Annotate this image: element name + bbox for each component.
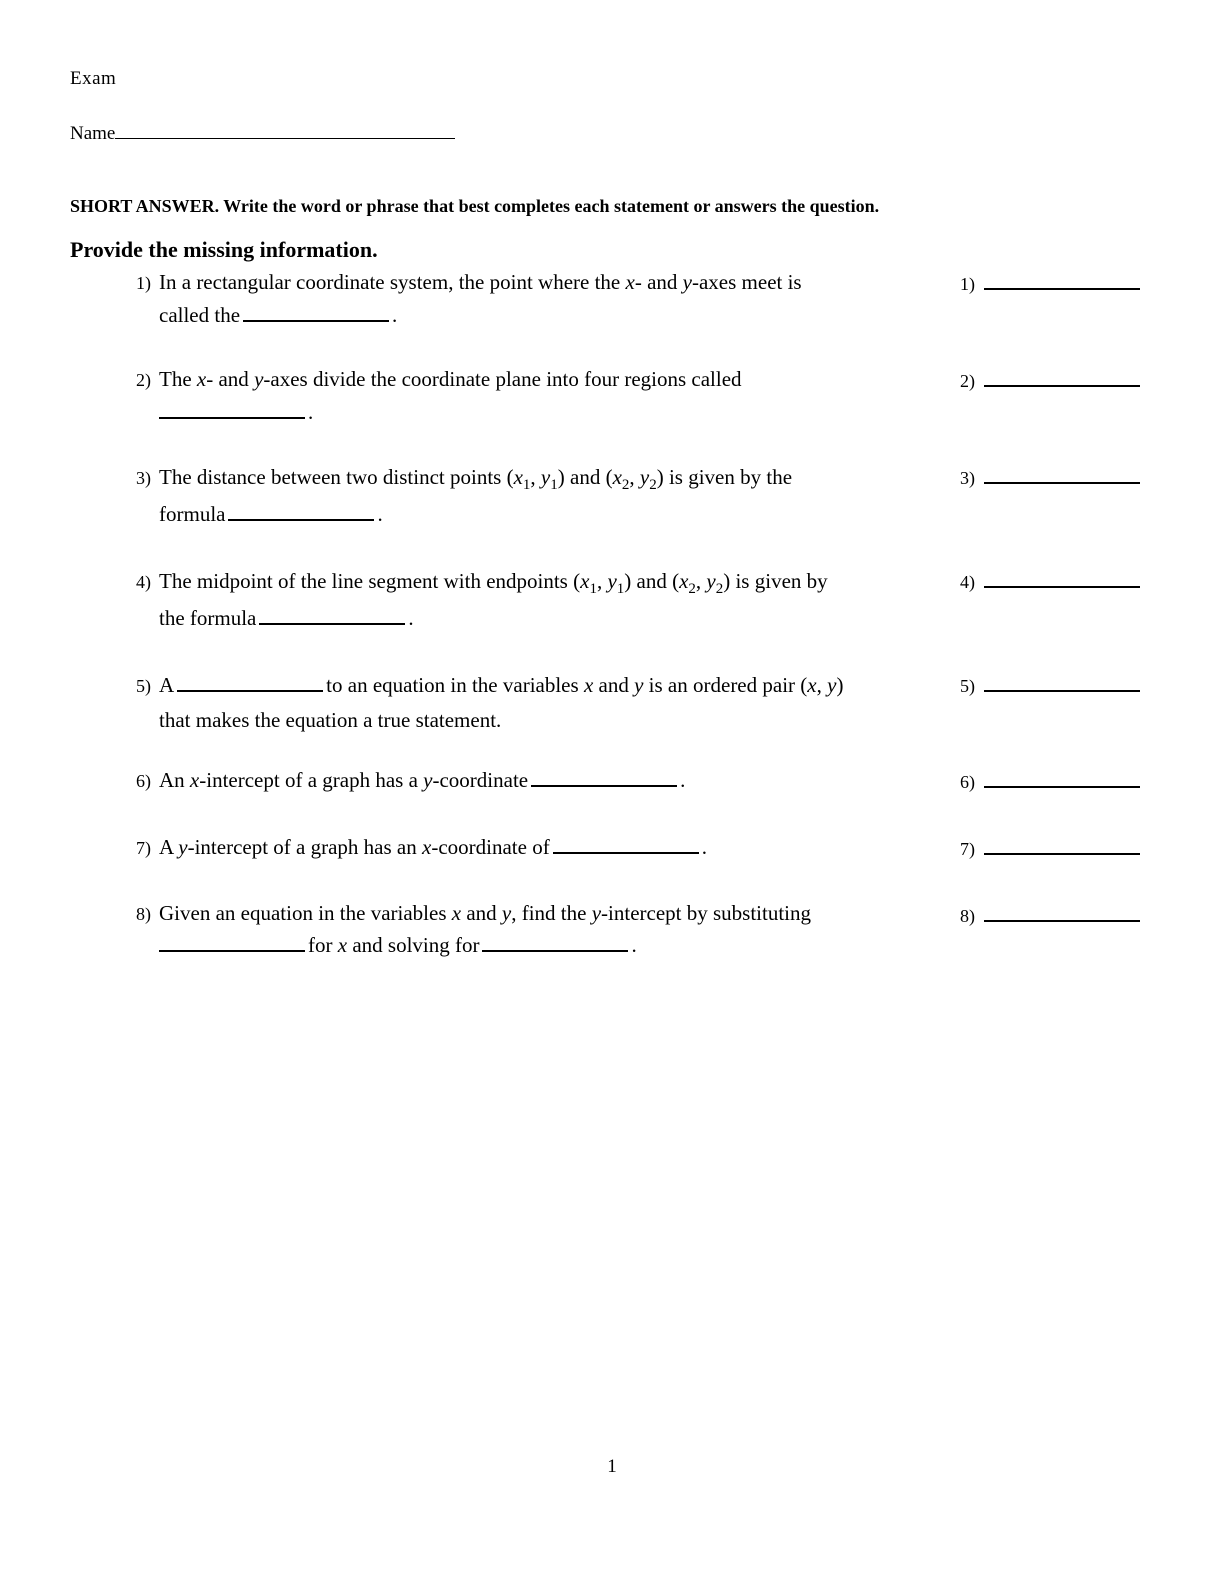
inline-blank	[531, 765, 677, 787]
answer-field-7[interactable]	[984, 837, 1140, 855]
exam-label: Exam	[70, 68, 117, 89]
question-7: 7) A y-intercept of a graph has an x-coordinate of .	[136, 831, 707, 864]
inline-blank	[177, 670, 323, 692]
answer-1: 1)	[960, 272, 1140, 295]
question-4: 4) The midpoint of the line segment with endpoints ($x_1$, $y_1$) and ($x_2$, $y_2$) is given by the formula .	[136, 563, 828, 636]
answer-field-5[interactable]	[984, 674, 1140, 692]
answer-7: 7)	[960, 837, 1140, 860]
answer-field-3[interactable]	[984, 466, 1140, 484]
answer-3: 3)	[960, 466, 1140, 489]
name-row	[70, 118, 455, 145]
answer-8: 8)	[960, 904, 1140, 927]
inline-blank	[159, 397, 305, 419]
page-number: 1	[607, 1456, 617, 1477]
question-number: 2)	[136, 370, 151, 390]
section-title: Provide the missing information.	[70, 237, 378, 262]
answer-field-2[interactable]	[984, 369, 1140, 387]
question-number: 8)	[136, 904, 151, 924]
question-number: 3)	[136, 468, 151, 488]
inline-blank	[228, 499, 374, 521]
name-field[interactable]	[115, 118, 455, 139]
question-5: 5) A to an equation in the variables x and y is an ordered pair (x, y) that makes the equation a true statement.	[136, 668, 843, 737]
question-number: 6)	[136, 771, 151, 791]
name-label: Name	[70, 123, 116, 144]
answer-6: 6)	[960, 770, 1140, 793]
question-3: 3) The distance between two distinct points ($x_1$, $y_1$) and ($x_2$, $y_2$) is given by the formula .	[136, 459, 792, 532]
instructions: SHORT ANSWER. Write the word or phrase that best completes each statement or answers the question.	[70, 196, 880, 216]
answer-field-8[interactable]	[984, 904, 1140, 922]
answer-2: 2)	[960, 369, 1140, 392]
inline-blank	[243, 300, 389, 322]
answer-5: 5)	[960, 674, 1140, 697]
question-number: 7)	[136, 838, 151, 858]
answer-field-1[interactable]	[984, 272, 1140, 290]
question-1: 1) In a rectangular coordinate system, the point where the x- and y-axes meet is called the .	[136, 266, 802, 331]
answer-field-6[interactable]	[984, 770, 1140, 788]
inline-blank	[159, 930, 305, 952]
question-8: 8) Given an equation in the variables x and y, find the y-intercept by substituting for x and solving for .	[136, 901, 812, 957]
question-6: 6) An x-intercept of a graph has a y-coordinate .	[136, 764, 685, 797]
question-number: 1)	[136, 273, 151, 293]
answer-field-4[interactable]	[984, 570, 1140, 588]
answer-4: 4)	[960, 570, 1140, 593]
inline-blank	[553, 832, 699, 854]
question-number: 5)	[136, 676, 151, 696]
question-2: 2) The x- and y-axes divide the coordinate plane into four regions called .	[136, 363, 742, 428]
question-number: 4)	[136, 572, 151, 592]
inline-blank	[482, 930, 628, 952]
inline-blank	[259, 603, 405, 625]
